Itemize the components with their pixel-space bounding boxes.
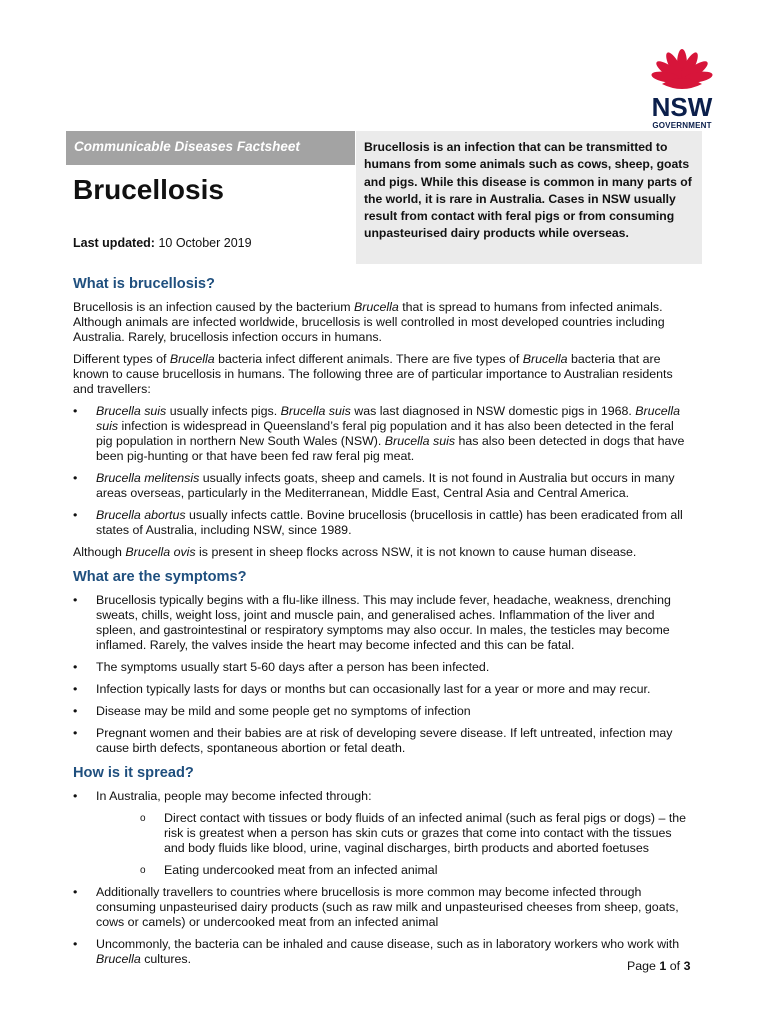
list-item: • Disease may be mild and some people get no symptoms of infection — [73, 704, 691, 719]
sub-list-item: o Eating undercooked meat from an infected animal — [118, 863, 691, 878]
last-updated — [73, 236, 252, 250]
section-heading: What are the symptoms? — [73, 569, 247, 585]
summary-box: Brucellosis is an infection that can be transmitted to humans from some animals such as cows, sheep, goats and pigs. While this disease is common in many parts of the world, it is rare in Australia. Cases in NSW usually result from contact with feral pigs or from consuming unpasteurised dairy products while overseas. — [356, 131, 702, 264]
section-heading: What is brucellosis? — [73, 276, 215, 292]
nsw-government-logo — [640, 40, 724, 132]
list-item: • Brucella suis usually infects pigs. Brucella suis was last diagnosed in NSW domestic pigs in 1968. Brucella suis infection is widespread in Queensland’s feral pig population and it has also been detected in the feral pig population in northern New South Wales (NSW). Brucella suis has also been detected in dogs that have been pig-hunting or that have been fed raw feral pig meat. — [73, 404, 691, 464]
last-updated-label: Last updated: — [73, 236, 155, 250]
list-item: • Infection typically lasts for days or months but can occasionally last for a year or more and may recur. — [73, 682, 691, 697]
bullet-list — [73, 404, 691, 538]
page-title: Brucellosis — [73, 174, 224, 205]
sub-list — [96, 811, 691, 878]
factsheet-label: Communicable Diseases Factsheet — [74, 139, 300, 154]
sub-list-item: o Direct contact with tissues or body fluids of an infected animal (such as feral pigs or dogs) – the risk is greatest when a person has skin cuts or grazes that come into contact with the tissues and body fluids like blood, urine, vaginal discharges, birth products and aborted foetuses — [118, 811, 691, 856]
last-updated-date: 10 October 2019 — [158, 236, 252, 250]
article-body — [73, 274, 691, 974]
section-heading: How is it spread? — [73, 765, 194, 781]
list-item: • Pregnant women and their babies are at risk of developing severe disease. If left untreated, infection may cause birth defects, spontaneous abortion or fetal death. — [73, 726, 691, 756]
list-item: • Brucellosis typically begins with a flu-like illness. This may include fever, headache, weakness, drenching sweats, chills, weight loss, joint and muscle pain, and generalised aches. Inflammation of the liver and spleen, and gastrointestinal or respiratory symptoms may also occur. In males, the testicles may become inflamed. Rarely, the valves inside the heart may become infected and this can be fatal. — [73, 593, 691, 653]
paragraph: Different types of Brucella bacteria infect different animals. There are five types of Brucella bacteria that are known to cause brucellosis in humans. The following three are of particular importance to Australian residents and travellers: — [73, 352, 673, 396]
list-item: • The symptoms usually start 5-60 days after a person has been infected. — [73, 660, 691, 675]
bullet-list — [73, 789, 691, 967]
factsheet-band — [66, 131, 355, 165]
list-item: • In Australia, people may become infected through: o Direct contact with tissues or body fluids of an infected animal (such as feral pigs or dogs) – the risk is greatest when a person has skin cuts or grazes that come into contact with the tissues and body fluids like blood, urine, vaginal discharges, birth products and aborted foetuses o Eating undercooked meat from an infected animal — [73, 789, 691, 878]
page-number: Page 1 of 3 — [627, 959, 691, 973]
paragraph: Although Brucella ovis is present in sheep flocks across NSW, it is not known to cause human disease. — [73, 545, 637, 559]
waratah-icon — [640, 40, 724, 94]
list-item: • Additionally travellers to countries where brucellosis is more common may become infected through consuming unpasteurised dairy products (such as raw milk and unpasteurised cheeses from sheep, goats, cows or camels) or undercooked meat from an infected animal — [73, 885, 691, 930]
government-wordmark: GOVERNMENT — [652, 121, 712, 130]
bullet-list — [73, 593, 691, 756]
list-item: • Brucella melitensis usually infects goats, sheep and camels. It is not found in Australia but occurs in many areas overseas, particularly in the Mediterranean, Middle East, Central Asia and Central America. — [73, 471, 691, 501]
list-item: • Brucella abortus usually infects cattle. Bovine brucellosis (brucellosis in cattle) has been eradicated from all states of Australia, including NSW, since 1989. — [73, 508, 691, 538]
paragraph: Brucellosis is an infection caused by the bacterium Brucella that is spread to humans from infected animals. Although animals are infected worldwide, brucellosis is well controlled in most developed countries including Australia. Rarely, brucellosis infection occurs in humans. — [73, 300, 665, 344]
nsw-wordmark: NSW — [651, 92, 713, 122]
list-item: • Uncommonly, the bacteria can be inhaled and cause disease, such as in laboratory workers who work with Brucella cultures. — [73, 937, 691, 967]
